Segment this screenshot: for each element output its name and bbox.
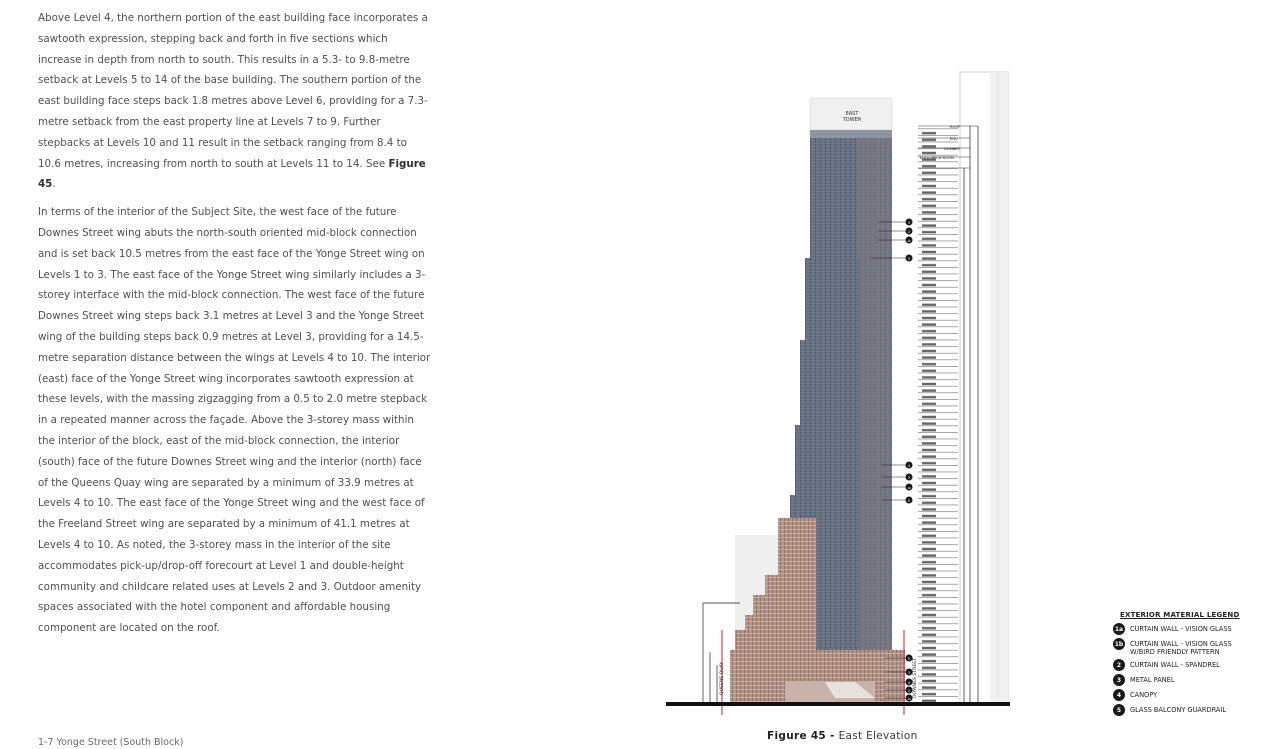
- paragraph-2: In terms of the interior of the Subject Site, the west face of the future Downes Street wing abuts the north-south oriented mid-block connection and is set back 10.5 metres from the east face of the Yonge Street wing on Levels 1 to 3. The east face of the Yonge Street wing similarly includes a 3-storey interface with the mid-block connection. The west face of the future Downes Street wing steps back 3.1 metres at Level 3 and the Yonge Street wing of the building steps back 0.9 metres at Level 3, providing for a 14.5-metre separation distance between the wings at Levels 4 to 10. The interior (east) face of the Yonge Street wing incorporates sawtooth expression at these levels, with the massing zigzagging from a 0.5 to 2.0 metre stepback in a repeated manner across the façade. Above the 3-storey mass within the interior of the block, east of the mid-block connection, the interior (south) face of the future Downes Street wing and the interior (north) face of the Queens Quay wing are separated by a minimum of 33.9 metres at Levels 4 to 10. The east face of the Yonge Street wing and the west face of the Freeland Street wing are separated by a minimum of 41.1 metres at Levels 4 to 10. As noted, the 3-storey mass in the interior of the site accommodates pick-up/drop-off forecourt at Level 1 and double-height community and childcare related uses at Levels 2 and 3. Outdoor amenity spaces associated with the hotel component and affordable housing component are located on the roof.: [38, 206, 431, 635]
- legend-item: [1113, 704, 1278, 716]
- callout-mid-4: 5: [907, 499, 911, 503]
- tower-label-line-1: EAST: [845, 111, 859, 117]
- callout-low-3: 4: [907, 681, 911, 685]
- label-elev-mech: ELEV. MECH ROOM: [920, 156, 954, 160]
- legend-key-badge: 5: [1113, 704, 1125, 716]
- legend-key-badge: 3: [1113, 674, 1125, 686]
- legend-item: [1113, 623, 1278, 635]
- callout-low-4: 2: [907, 689, 911, 693]
- legend-label: CANOPY: [1130, 691, 1158, 699]
- callout-mid-1: 4: [907, 464, 911, 468]
- callout-mid-3: 1b: [907, 486, 911, 490]
- tower-east-face: [857, 130, 892, 705]
- callout-upper-3: 1b: [907, 239, 911, 243]
- legend-key-badge: 1a: [1113, 623, 1125, 635]
- legend-item: [1113, 674, 1278, 686]
- legend-key-badge: 2: [1113, 659, 1125, 671]
- neighbour-tower: [960, 72, 1008, 704]
- legend-label: METAL PANEL: [1130, 676, 1175, 684]
- caption-title: East Elevation: [838, 730, 918, 742]
- callout-upper-4: 5: [907, 257, 911, 261]
- callout-low-2: 3: [907, 671, 911, 675]
- caption-number: Figure 45 -: [767, 730, 839, 742]
- level-annotations: [918, 128, 958, 703]
- legend-key-badge: 4: [1113, 689, 1125, 701]
- street-label-queens-quay: QUEENS QUAY: [720, 661, 725, 695]
- callout-mid-2: 3: [907, 476, 911, 480]
- legend-title: EXTERIOR MATERIAL LEGEND: [1120, 611, 1240, 619]
- legend-item: [1113, 689, 1278, 701]
- body-text: [38, 8, 433, 646]
- callout-low-5: 1a: [907, 697, 911, 701]
- east-elevation-figure: [660, 70, 1020, 715]
- paragraph-1-text: Above Level 4, the northern portion of the east building face incorporates a sawtooth expression, stepping back and forth in five sections which increase in depth from north to south. This results in a 5.3- to 9.8-metre setback at Levels 5 to 14 of the base building. The southern portion of the east building face steps back 1.8 metres above Level 6, providing for a 7.3-metre setback from the east property line at Levels 7 to 9. Further stepbacks at Levels 10 and 11 result in the setback ranging from 8.4 to 10.6 metres, increasing from north to south at Levels 11 to 14. See: [38, 12, 428, 170]
- legend-item: [1113, 659, 1278, 671]
- elevation-drawing: [660, 70, 1020, 715]
- figure-reference-link: Figure 45: [38, 157, 426, 191]
- paragraph-1: [38, 8, 433, 195]
- page-footer: 1-7 Yonge Street (South Block): [38, 737, 184, 748]
- label-ehu: EHU: [950, 137, 958, 141]
- legend-label: GLASS BALCONY GUARDRAIL: [1130, 706, 1227, 714]
- figure-caption: [767, 730, 918, 742]
- tower-label-line-2: TOWER: [842, 117, 862, 123]
- legend-key-badge: 1b: [1113, 638, 1125, 650]
- material-legend: [1113, 611, 1278, 719]
- legend-label: CURTAIN WALL - VISION GLASS: [1130, 625, 1232, 633]
- street-label-downes-street: DOWNES STREET: [913, 658, 918, 698]
- callout-upper-2: 2: [907, 230, 911, 234]
- callout-low-1: 5: [907, 657, 911, 661]
- callout-upper-1: 3: [907, 221, 911, 225]
- label-climber: CLIMBER: [944, 147, 960, 151]
- label-roof: ROOF: [950, 125, 961, 129]
- legend-label: CURTAIN WALL - SPANDREL: [1130, 661, 1220, 669]
- legend-item: [1113, 638, 1278, 656]
- paragraph-1-end: .: [52, 178, 56, 191]
- legend-label: CURTAIN WALL - VISION GLASS W/BIRD FRIENDLY PATTERN: [1130, 640, 1232, 656]
- ground-line: [666, 702, 1010, 706]
